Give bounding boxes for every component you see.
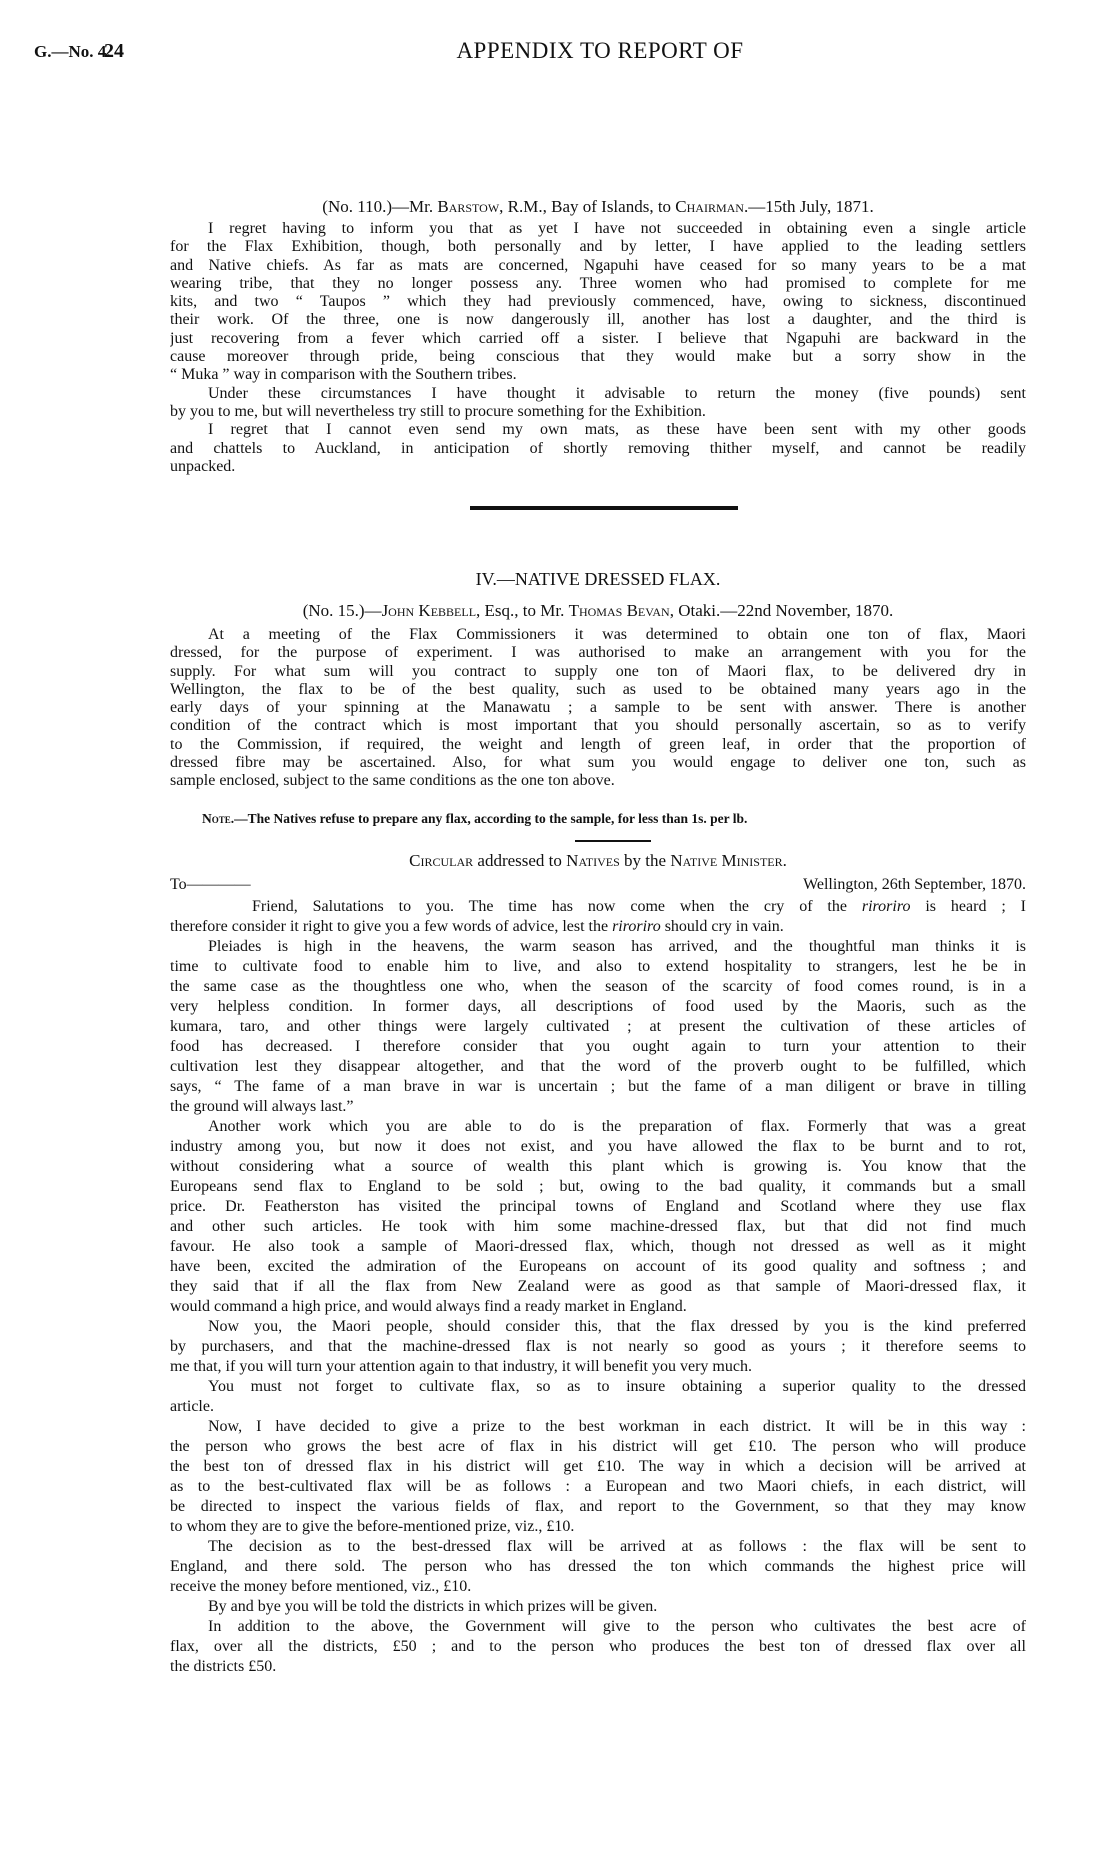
text-line: be directed to inspect the various fields of flax, and report to the Government, so that they may know: [170, 1498, 1026, 1515]
text-line: me that, if you will turn your attention again to that industry, it will benefit you very much.: [170, 1358, 752, 1375]
addressee: To————: [170, 876, 251, 893]
text-line: the same case as the thoughtless one who, when the season of the scarcity of food comes round, is in a: [170, 978, 1026, 995]
text-line: favour. He also took a sample of Maori-dressed flax, which, though not dressed as well as it might: [170, 1238, 1026, 1255]
text-line: therefore consider it right to give you a few words of advice, lest the riroriro should cry in vain.: [170, 918, 784, 935]
heading-text: by the: [619, 851, 671, 870]
small-caps-name: Circular: [409, 851, 474, 870]
note-label: Note.: [202, 811, 235, 826]
small-caps-name: John Kebbell: [381, 601, 477, 620]
text-line: unpacked.: [170, 457, 236, 475]
small-caps-name: Thomas Bevan: [568, 601, 670, 620]
heading-text: .—15th July, 1871.: [743, 197, 874, 216]
paragraph: [170, 421, 1026, 476]
circular-body: [170, 897, 1026, 1677]
heading-text: , Esq., to Mr.: [476, 601, 569, 620]
letter-110-heading: [170, 196, 1026, 218]
text-line: the best ton of dressed flax in his district will get £10. The way in which a decision will be arrived at: [170, 1458, 1026, 1475]
text-line: receive the money before mentioned, viz., £10.: [170, 1578, 472, 1595]
text-line: food has decreased. I therefore consider that you ought again to turn your attention to their: [170, 1038, 1026, 1055]
text-line: flax, over all the districts, £50 ; and to the person who produces the best ton of dressed flax over all: [170, 1638, 1026, 1655]
note: [170, 810, 1058, 828]
paragraph: [170, 1417, 1026, 1537]
text-line: The decision as to the best-dressed flax will be arrived at as follows : the flax will be sent to: [208, 1538, 1026, 1555]
paragraph: [170, 1617, 1026, 1677]
text-line: dressed, for the purpose of experiment. I was authorised to make an arrangement with you for the: [170, 644, 1026, 662]
paragraph: [170, 1317, 1026, 1377]
text-line: and Native chiefs. As far as mats are concerned, Ngapuhi have ceased for so many years to be a mat: [170, 256, 1026, 274]
italic-word: riroriro: [861, 898, 911, 915]
letter-15-body: [170, 626, 1026, 791]
circular-heading: [170, 850, 1026, 872]
paragraph: [170, 626, 1026, 791]
small-caps-name: Barstow: [437, 197, 500, 216]
text-line: industry among you, but now it does not exist, and you have allowed the flax to be burnt and to rot,: [170, 1138, 1026, 1155]
text-line: In addition to the above, the Government will give to the person who cultivates the best acre of: [208, 1618, 1026, 1635]
italic-word: riroriro: [612, 918, 661, 935]
letter-15-heading: [170, 600, 1026, 622]
text-line: I regret that I cannot even send my own mats, as these have been sent with my other goods: [208, 421, 1026, 439]
text-line: Pleiades is high in the heavens, the warm season has arrived, and the thoughtful man thinks it is: [208, 938, 1026, 955]
paragraph: [170, 897, 1026, 937]
text-line: sample enclosed, subject to the same conditions as the one ton above.: [170, 772, 615, 790]
text-line: wearing tribe, that they no longer possess any. Three women who had promised to complete for me: [170, 274, 1026, 292]
paragraph: [170, 1597, 1026, 1617]
address-line: [170, 875, 1061, 895]
text-line: Under these circumstances I have thought it advisable to return the money (five pounds) sent: [208, 384, 1026, 402]
text-line: just recovering from a fever which carried off a sister. I believe that Ngapuhi are backward in the: [170, 329, 1026, 347]
place-date: Wellington, 26th September, 1870.: [803, 876, 1026, 893]
text-line: would command a high price, and would always find a ready market in England.: [170, 1298, 687, 1315]
text-line: and chattels to Auckland, in anticipation of shortly removing thither myself, and cannot be readily: [170, 439, 1026, 457]
small-caps-name: Native Minister: [670, 851, 783, 870]
text-line: by purchasers, and that the machine-dressed flax is not nearly so good as yours ; it therefore seems to: [170, 1338, 1026, 1355]
heading-text: .: [782, 851, 787, 870]
text-line: without considering what a source of wealth this plant which is growing is. You know that the: [170, 1158, 1026, 1175]
text-line: Europeans send flax to England to be sold ; but, owing to the bad quality, it commands but a small: [170, 1178, 1026, 1195]
paragraph: [170, 385, 1026, 422]
text-line: says, “ The fame of a man brave in war is uncertain ; but the fame of a man diligent or brave in tilling: [170, 1078, 1026, 1095]
text-line: Friend, Salutations to you. The time has now come when the cry of the riroriro is heard ; I: [252, 898, 1026, 915]
small-caps-name: Chairman: [675, 197, 744, 216]
letter-110-body: [170, 220, 1026, 476]
paragraph: [170, 220, 1026, 385]
text-line: England, and there sold. The person who has dressed the ton which commands the highest price will: [170, 1558, 1026, 1575]
page-number: 24: [104, 40, 124, 62]
note-text: —The Natives refuse to prepare any flax, according to the sample, for less than 1s. per lb.: [234, 811, 748, 826]
text-line: their work. Of the three, one is now dangerously ill, another has lost a daughter, and the third is: [170, 311, 1026, 329]
text-line: “ Muka ” way in comparison with the Southern tribes.: [170, 366, 517, 384]
text-line: price. Dr. Featherston has visited the principal towns of England and Scotland where they use flax: [170, 1198, 1026, 1215]
text-line: the ground will always last.”: [170, 1098, 354, 1115]
text-line: as to the best-cultivated flax will be as follows : a European and two Maori chiefs, in each district, will: [170, 1478, 1026, 1495]
heading-text: , Otaki.—22nd November, 1870.: [669, 601, 894, 620]
paragraph: [170, 937, 1026, 1117]
text-line: kits, and two “ Taupos ” which they had previously commenced, have, owing to sickness, discontinued: [170, 293, 1026, 311]
text-line: cultivation lest they disappear altogether, and that the word of the proverb ought to be fulfilled, which: [170, 1058, 1026, 1075]
paragraph: [170, 1537, 1026, 1597]
text-line: for the Flax Exhibition, though, both personally and by letter, I have applied to the leading settlers: [170, 238, 1026, 256]
text-line: cause moreover through pride, being conscious that they would make but a sorry show in the: [170, 348, 1026, 366]
paragraph: [170, 1377, 1026, 1417]
paragraph: [170, 1117, 1026, 1317]
text-line: dressed fibre may be ascertained. Also, for what sum you would engage to deliver one ton, such as: [170, 754, 1026, 772]
text-line: early days of your spinning at the Manawatu ; a sample to be sent with answer. There is another: [170, 699, 1026, 717]
text-line: At a meeting of the Flax Commissioners it was determined to obtain one ton of flax, Maori: [208, 626, 1026, 643]
text-line: Now, I have decided to give a prize to the best workman in each district. It will be in this way :: [208, 1418, 1026, 1435]
running-title: APPENDIX TO REPORT OF: [456, 38, 744, 63]
text-line: by you to me, but will nevertheless try still to procure something for the Exhibition.: [170, 402, 706, 420]
text-line: Wellington, the flax to be of the best quality, such as used to be obtained many years ago in the: [170, 680, 1026, 698]
heading-text: , R.M., Bay of Islands, to: [499, 197, 676, 216]
short-divider: [575, 840, 651, 842]
text-line: I regret having to inform you that as yet I have not succeeded in obtaining even a single article: [208, 220, 1026, 237]
heading-text: (No. 15.)—: [302, 601, 382, 620]
small-caps-name: Natives: [566, 851, 620, 870]
text-line: Now you, the Maori people, should consider this, that the flax dressed by you is the kind preferred: [208, 1318, 1026, 1335]
text-line: to the Commission, if required, the weight and length of green leaf, in order that the proportion of: [170, 735, 1026, 753]
heading-text: addressed to: [473, 851, 567, 870]
text-line: By and bye you will be told the districts in which prizes will be given.: [208, 1598, 658, 1615]
text-line: the person who grows the best acre of flax in his district will get £10. The person who will produce: [170, 1438, 1026, 1455]
heading-text: (No. 110.)—Mr.: [322, 197, 438, 216]
text-line: kumara, taro, and other things were largely cultivated ; at present the cultivation of these articles of: [170, 1018, 1026, 1035]
text-line: the districts £50.: [170, 1658, 277, 1675]
text-line: Another work which you are able to do is the preparation of flax. Formerly that was a great: [208, 1118, 1026, 1135]
document-section-number: G.—No. 4.: [34, 42, 111, 61]
text-line: supply. For what sum will you contract to supply one ton of Maori flax, to be delivered dry in: [170, 662, 1026, 680]
text-line: and other such articles. He took with him some machine-dressed flax, but that did not find much: [170, 1218, 1026, 1235]
section-title: IV.—NATIVE DRESSED FLAX.: [475, 569, 721, 589]
text-line: they said that if all the flax from New Zealand were as good as that sample of Maori-dressed flax, it: [170, 1278, 1026, 1295]
text-line: have been, excited the admiration of the Europeans on account of its good quality and softness ; and: [170, 1258, 1026, 1275]
text-line: to whom they are to give the before-mentioned prize, viz., £10.: [170, 1518, 575, 1535]
text-line: very helpless condition. In former days, all descriptions of food used by the Maoris, such as the: [170, 998, 1026, 1015]
section-divider: [470, 506, 738, 510]
text-line: article.: [170, 1398, 214, 1415]
text-line: condition of the contract which is most important that you should personally ascertain, so as to verify: [170, 717, 1026, 735]
text-line: You must not forget to cultivate flax, so as to insure obtaining a superior quality to the dressed: [208, 1378, 1026, 1395]
text-line: time to cultivate food to enable him to live, and also to extend hospitality to strangers, lest he be in: [170, 958, 1026, 975]
